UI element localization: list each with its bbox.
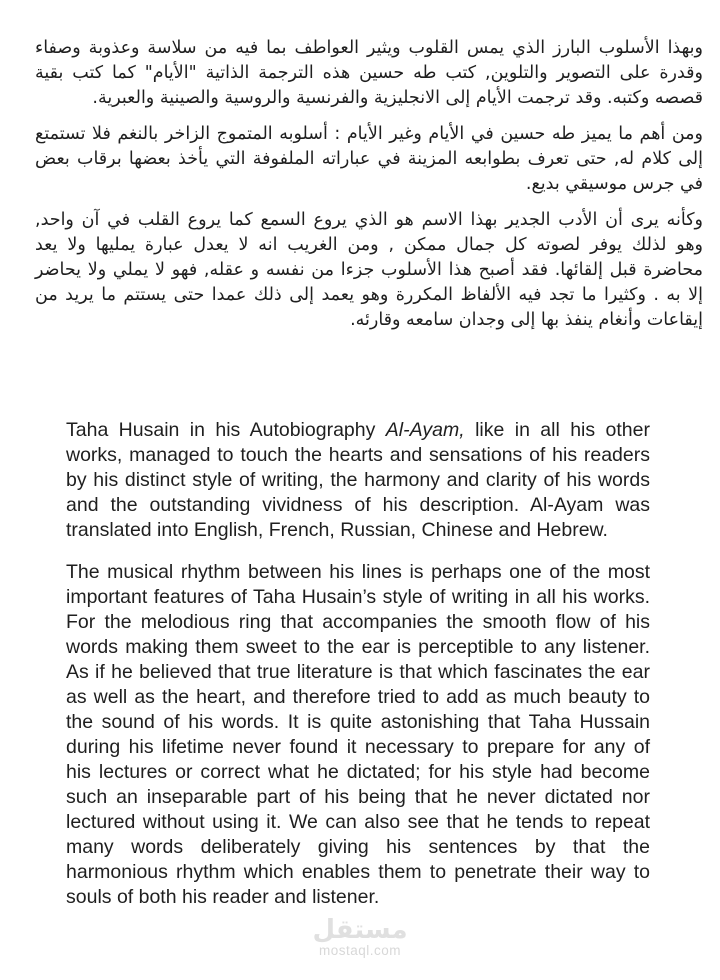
text-segment: For the melodious ring that accompanies the smooth flow of his xyxy=(66,611,650,633)
mostaql-url: mostaql.com xyxy=(318,943,402,958)
text-segment: إلا به . وكثيرا ما تجد فيه الألفاظ المكررة وهو يعمد إلى ذلك عمدا حتى يستتم ما يريد من xyxy=(35,285,703,305)
text-segment: by his distinct style of writing, the harmony and clarity of his words xyxy=(66,469,650,491)
mostaql-logo: مستقل xyxy=(312,915,408,945)
text-line xyxy=(35,36,703,61)
text-line xyxy=(66,560,650,585)
text-line xyxy=(66,810,650,835)
mostaql-watermark xyxy=(0,917,720,958)
text-line xyxy=(35,283,703,308)
text-segment: إيقاعات وأنغام ينفذ بها إلى وجدان سامعه وقارئه. xyxy=(350,310,703,330)
text-line xyxy=(35,61,703,86)
text-segment: وبهذا الأسلوب البارز الذي يمس القلوب ويثير العواطف بما فيه من سلاسة وعذوبة وصفاء xyxy=(35,38,703,58)
text-line xyxy=(66,760,650,785)
text-line xyxy=(66,418,650,443)
text-segment: the sound of his words. It is quite astonishing that Taha Hussain xyxy=(66,711,650,733)
text-line xyxy=(66,610,650,635)
text-line xyxy=(66,468,650,493)
arabic-paragraph xyxy=(35,36,703,111)
text-line xyxy=(35,172,703,197)
arabic-section xyxy=(35,36,703,333)
text-line xyxy=(35,86,703,111)
text-segment: Taha Husain in his Autobiography xyxy=(66,419,386,441)
english-section xyxy=(66,418,650,910)
text-segment: وكأنه يرى أن الأدب الجدير بهذا الاسم هو الذي يروع السمع كما يروع القلب في آن واحد, xyxy=(35,210,703,230)
text-line xyxy=(66,785,650,810)
text-segment: The musical rhythm between his lines is perhaps one of the most xyxy=(66,561,650,583)
english-paragraph xyxy=(66,418,650,543)
text-segment: إلى كلام له, حتى تعرف بطوابعه المزينة في عباراته الملفوفة التي يأخذ بعضها برقاب بعض xyxy=(35,149,703,169)
text-segment: translated into English, French, Russian, Chinese and Hebrew. xyxy=(66,519,608,541)
text-line xyxy=(66,493,650,518)
text-segment: important features of Taha Husain’s style of writing in all his works. xyxy=(66,586,650,608)
text-segment: قصصه وكتبه. وقد ترجمت الأيام إلى الانجليزية والفرنسية والروسية والصينية والعبرية. xyxy=(92,88,703,108)
text-line xyxy=(35,122,703,147)
text-segment: ومن أهم ما يميز طه حسين في الأيام وغير الأيام : أسلوبه المتموج الزاخر بالنغم فلا تستمتع xyxy=(35,124,703,144)
text-segment: محاضرة قبل إلقائها. فقد أصبح هذا الأسلوب جزءا من نفسه و عقله, فهو لا يملي ولا يحاضر xyxy=(35,260,703,280)
text-segment: وهو لذلك يوفر لصوته كل جمال ممكن , ومن الغريب انه لا يعدل عبارة يمليها ولا يعد xyxy=(35,235,703,255)
text-line xyxy=(35,233,703,258)
text-line xyxy=(66,635,650,660)
text-segment: like in all his other xyxy=(464,419,650,441)
text-line xyxy=(35,258,703,283)
text-line xyxy=(66,835,650,860)
text-segment: harmonious rhythm which enables them to penetrate their way to xyxy=(66,861,650,883)
text-line xyxy=(66,710,650,735)
text-line xyxy=(66,685,650,710)
text-segment: souls of both his reader and listener. xyxy=(66,886,380,908)
text-segment: lectured without using it. We can also see that he tends to repeat xyxy=(66,811,650,833)
text-segment: such an inseparable part of his being that he never dictated nor xyxy=(66,786,650,808)
text-segment: words making them sweet to the ear is perceptible to any listener. xyxy=(66,636,650,658)
text-segment: as well as the heart, and therefore tried to add as much beauty to xyxy=(66,686,650,708)
text-line xyxy=(35,208,703,233)
text-line xyxy=(66,885,650,910)
text-line xyxy=(66,860,650,885)
text-segment: As if he believed that true literature is that which fascinates the ear xyxy=(66,661,650,683)
text-segment: many words deliberately giving his sentences by that the xyxy=(66,836,650,858)
text-line xyxy=(66,660,650,685)
text-segment: works, managed to touch the hearts and sensations of his readers xyxy=(66,444,650,466)
text-line xyxy=(66,585,650,610)
text-line xyxy=(35,308,703,333)
text-segment: وقدرة على التصوير والتلوين, كتب طه حسين هذه الترجمة الذاتية "الأيام" كما كتب بقية xyxy=(35,63,703,83)
text-line xyxy=(66,443,650,468)
text-segment: his lectures or correct what he dictated; for his style had become xyxy=(66,761,650,783)
arabic-paragraph xyxy=(35,208,703,333)
text-line xyxy=(35,147,703,172)
english-paragraph xyxy=(66,560,650,910)
arabic-paragraph xyxy=(35,122,703,197)
text-segment: في جرس موسيقي بديع. xyxy=(525,174,703,194)
text-line xyxy=(66,735,650,760)
book-title-italic: Al-Ayam, xyxy=(385,419,465,441)
text-line xyxy=(66,518,650,543)
text-segment: during his lifetime never found it necessary to prepare for any of xyxy=(66,736,650,758)
text-segment: and the outstanding vividness of his description. Al-Ayam was xyxy=(66,494,650,516)
